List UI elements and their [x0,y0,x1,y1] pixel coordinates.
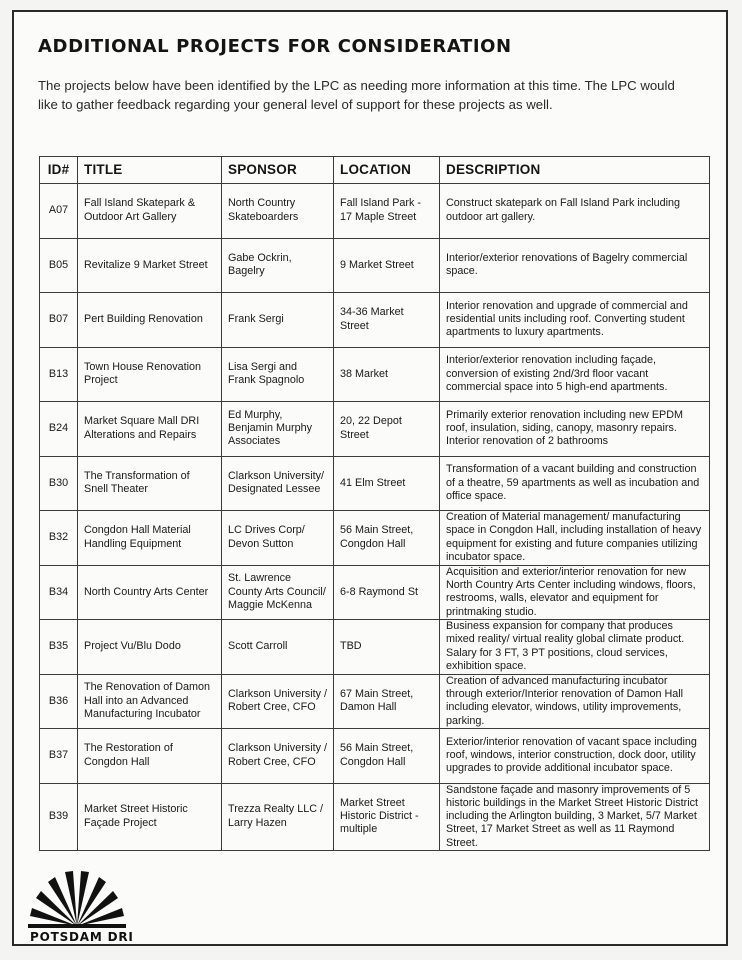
table-row [40,783,710,850]
cell-title: Fall Island Skatepark & Outdoor Art Gallery [78,184,222,239]
cell-sponsor: Scott Carroll [222,620,334,675]
cell-title: Pert Building Renovation [78,293,222,348]
cell-location: 9 Market Street [334,238,440,293]
table-row [40,293,710,348]
cell-description: Creation of Material management/ manufacturing space in Congdon Hall, including installation of heavy equipment for existing and future companies utilizing incubator space. [440,511,710,566]
cell-description: Interior renovation and upgrade of commercial and residential units including roof. Converting student apartments to luxury apartments. [440,293,710,348]
cell-id: B35 [40,620,78,675]
table-row [40,238,710,293]
table-row [40,511,710,566]
cell-id: B05 [40,238,78,293]
table-row [40,674,710,729]
cell-id: B24 [40,402,78,457]
cell-sponsor: Clarkson University / Robert Cree, CFO [222,729,334,784]
cell-id: B34 [40,565,78,620]
cell-id: B37 [40,729,78,784]
cell-location: TBD [334,620,440,675]
cell-title: Project Vu/Blu Dodo [78,620,222,675]
table-row [40,347,710,402]
cell-description: Exterior/interior renovation of vacant space including roof, windows, interior construction, dock door, utility upgrades to provide additional incubator space. [440,729,710,784]
cell-location: 34-36 Market Street [334,293,440,348]
cell-description: Interior/exterior renovations of Bagelry commercial space. [440,238,710,293]
cell-location: 67 Main Street, Damon Hall [334,674,440,729]
cell-location: 41 Elm Street [334,456,440,511]
column-header-id: ID# [40,157,78,184]
column-header-location: LOCATION [334,157,440,184]
cell-title: Market Street Historic Façade Project [78,783,222,850]
table-row [40,620,710,675]
cell-sponsor: North Country Skateboarders [222,184,334,239]
cell-id: B39 [40,783,78,850]
intro-paragraph: The projects below have been identified by the LPC as needing more information at this time. The LPC would like to gather feedback regarding your general level of support for these projects as well. [38,78,675,112]
cell-location: 20, 22 Depot Street [334,402,440,457]
cell-description: Construct skatepark on Fall Island Park including outdoor art gallery. [440,184,710,239]
cell-id: B32 [40,511,78,566]
cell-location: 6-8 Raymond St [334,565,440,620]
cell-sponsor: LC Drives Corp/ Devon Sutton [222,511,334,566]
table-row [40,729,710,784]
cell-title: North Country Arts Center [78,565,222,620]
cell-location: 38 Market [334,347,440,402]
cell-description: Business expansion for company that produces mixed reality/ virtual reality global climate product. Salary for 3 FT, 3 PT positions, cloud services, exhibition space. [440,620,710,675]
cell-title: Town House Renovation Project [78,347,222,402]
cell-title: Revitalize 9 Market Street [78,238,222,293]
cell-title: Market Square Mall DRI Alterations and Repairs [78,402,222,457]
cell-title: Congdon Hall Material Handling Equipment [78,511,222,566]
cell-id: B07 [40,293,78,348]
page-title: ADDITIONAL PROJECTS FOR CONSIDERATION [38,36,512,57]
table-row [40,565,710,620]
cell-description: Sandstone façade and masonry improvements of 5 historic buildings in the Market Street Historic District including the Arlington building, 3 Market, 5/7 Market Street, 17 Market Street as well as 11 Raymond Street. [440,783,710,850]
cell-id: B30 [40,456,78,511]
cell-sponsor: Lisa Sergi and Frank Spagnolo [222,347,334,402]
cell-sponsor: Gabe Ockrin, Bagelry [222,238,334,293]
cell-location: 56 Main Street, Congdon Hall [334,729,440,784]
cell-description: Primarily exterior renovation including new EPDM roof, insulation, siding, canopy, masonry repairs. Interior renovation of 2 bathrooms [440,402,710,457]
cell-id: B13 [40,347,78,402]
projects-table [39,156,710,851]
table-header-row [40,157,710,184]
cell-sponsor: Clarkson University / Robert Cree, CFO [222,674,334,729]
cell-id: B36 [40,674,78,729]
cell-title: The Renovation of Damon Hall into an Advanced Manufacturing Incubator [78,674,222,729]
table-row [40,184,710,239]
cell-description: Interior/exterior renovation including façade, conversion of existing 2nd/3rd floor vacant commercial space into 5 high-end apartments. [440,347,710,402]
cell-location: 56 Main Street, Congdon Hall [334,511,440,566]
cell-title: The Restoration of Congdon Hall [78,729,222,784]
cell-sponsor: Ed Murphy, Benjamin Murphy Associates [222,402,334,457]
logo-text: POTSDAM DRI [30,930,134,944]
table-row [40,402,710,457]
cell-id: A07 [40,184,78,239]
column-header-title: TITLE [78,157,222,184]
cell-location: Fall Island Park - 17 Maple Street [334,184,440,239]
cell-sponsor: Trezza Realty LLC / Larry Hazen [222,783,334,850]
column-header-description: DESCRIPTION [440,157,710,184]
column-header-sponsor: SPONSOR [222,157,334,184]
cell-title: The Transformation of Snell Theater [78,456,222,511]
cell-description: Creation of advanced manufacturing incubator through exterior/Interior renovation of Damon Hall including elevator, windows, utility improvements, parking. [440,674,710,729]
cell-location: Market Street Historic District - multiple [334,783,440,850]
cell-sponsor: Frank Sergi [222,293,334,348]
cell-sponsor: St. Lawrence County Arts Council/ Maggie McKenna [222,565,334,620]
cell-sponsor: Clarkson University/ Designated Lessee [222,456,334,511]
cell-description: Acquisition and exterior/interior renovation for new North Country Arts Center including windows, floors, restrooms, walls, elevator and equipment for printmaking studio. [440,565,710,620]
table-row [40,456,710,511]
cell-description: Transformation of a vacant building and construction of a theatre, 59 apartments as well as incubation and office space. [440,456,710,511]
